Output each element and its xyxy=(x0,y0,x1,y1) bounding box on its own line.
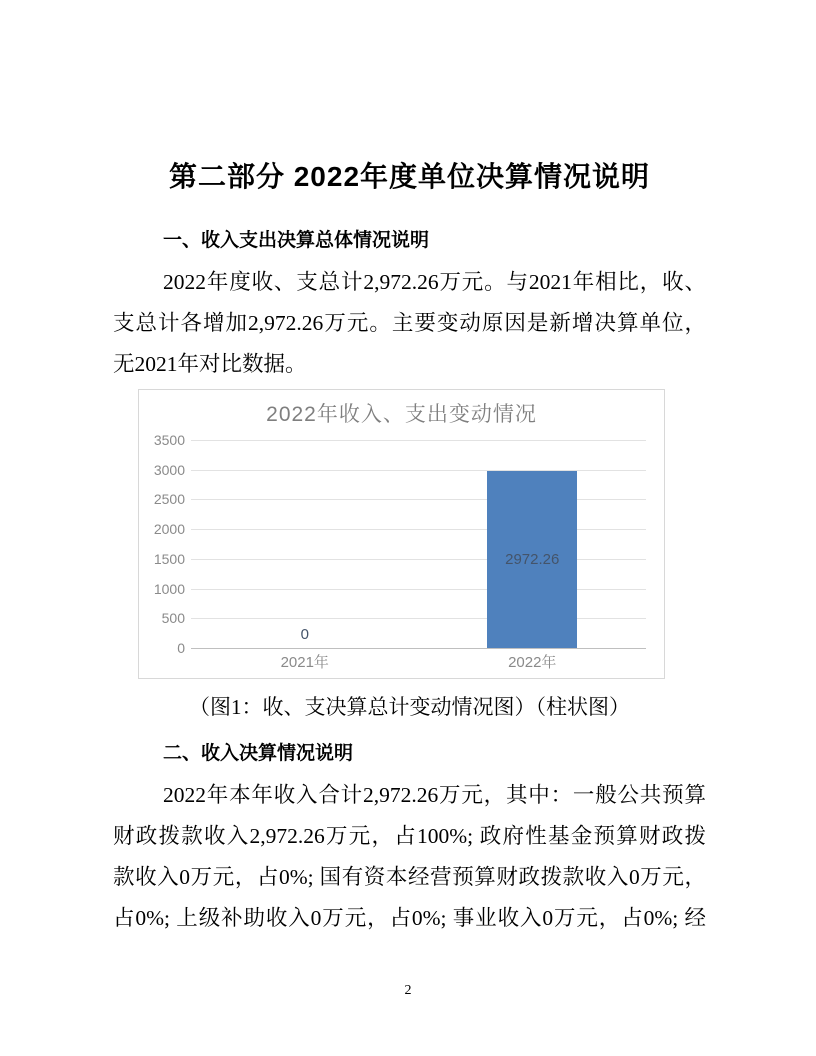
gridline xyxy=(191,499,646,500)
paragraph-1 xyxy=(113,262,706,385)
y-tick-label: 500 xyxy=(161,610,185,627)
paragraph-2-line-4: 占0%; 上级补助收入0万元，占0%; 事业收入0万元，占0%; 经 xyxy=(113,906,706,930)
section-heading-1: 一、收入支出决算总体情况说明 xyxy=(163,230,430,251)
page-number: 2 xyxy=(404,983,412,998)
document-title: 第二部分 2022年度单位决算情况说明 xyxy=(168,161,651,192)
paragraph-1-line-2: 支总计各增加2,972.26万元。主要变动原因是新增决算单位， xyxy=(113,311,706,335)
y-tick-label: 3000 xyxy=(153,461,185,478)
section-heading-2: 二、收入决算情况说明 xyxy=(163,743,354,764)
y-tick-label: 0 xyxy=(177,640,185,656)
paragraph-2 xyxy=(113,775,706,939)
gridline xyxy=(191,440,646,441)
x-category-label: 2022年 xyxy=(508,654,557,671)
y-tick-label: 2500 xyxy=(153,491,185,508)
paragraph-2-line-2: 财政拨款收入2,972.26万元，占100%; 政府性基金预算财政拨 xyxy=(113,824,706,848)
y-tick-label: 1500 xyxy=(153,550,185,567)
paragraph-2-line-3: 款收入0万元，占0%; 国有资本经营预算财政拨款收入0万元， xyxy=(113,865,706,889)
y-tick-label: 1000 xyxy=(153,580,185,597)
paragraph-1-line-1: 2022年度收、支总计2,972.26万元。与2021年相比，收、 xyxy=(163,270,706,294)
gridline xyxy=(191,618,646,619)
y-tick-label: 2000 xyxy=(153,521,185,538)
paragraph-2-line-1: 2022年本年收入合计2,972.26万元，其中：一般公共预算 xyxy=(163,783,706,807)
x-category-label: 2021年 xyxy=(280,654,329,671)
bar-data-label: 2972.26 xyxy=(505,550,560,568)
gridline xyxy=(191,648,646,649)
chart-title: 2022年收入、支出变动情况 xyxy=(266,403,537,426)
y-tick-label: 3500 xyxy=(153,432,185,448)
bar-data-label: 0 xyxy=(300,626,309,643)
gridline xyxy=(191,529,646,530)
paragraph-1-line-3: 无2021年对比数据。 xyxy=(113,352,307,376)
gridline xyxy=(191,589,646,590)
gridline xyxy=(191,470,646,471)
figure-caption: （图1：收、支决算总计变动情况图）（柱状图） xyxy=(189,695,630,719)
bar-chart xyxy=(138,389,665,679)
